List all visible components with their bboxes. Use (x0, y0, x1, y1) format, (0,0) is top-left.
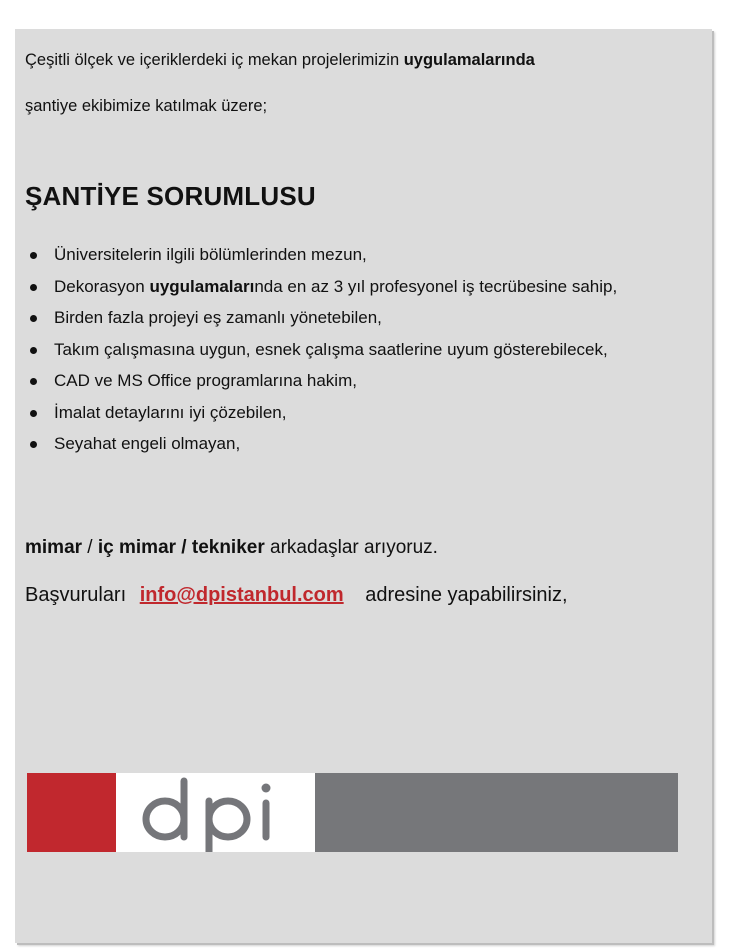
bullet-icon (30, 378, 37, 385)
requirement-text-bold: uygulamaları (149, 276, 255, 296)
job-posting-sheet (15, 29, 712, 943)
roles-sentence (25, 537, 438, 559)
requirement-item (25, 271, 617, 303)
bullet-icon (30, 441, 37, 448)
intro-line-1-bold: uygulamalarında (403, 51, 535, 69)
intro-line-1 (25, 51, 535, 70)
requirement-item (25, 302, 617, 334)
bullet-icon (30, 347, 37, 354)
bullet-icon (30, 284, 37, 291)
requirement-text: Takım çalışmasına uygun, esnek çalışma saatlerine uyum gösterebilecek, (54, 339, 608, 359)
requirement-text: Üniversitelerin ilgili bölümlerinden mezun, (54, 245, 367, 264)
dpi-logo-banner (27, 773, 678, 852)
requirement-text: Seyahat engeli olmayan, (54, 434, 241, 453)
intro-line-1-text: Çeşitli ölçek ve içeriklerdeki iç mekan projelerimizin (25, 51, 404, 69)
requirement-text-pre: Dekorasyon (54, 276, 150, 296)
bullet-icon (30, 315, 37, 322)
job-title-heading: ŞANTİYE SORUMLUSU (25, 181, 316, 211)
requirement-text: CAD ve MS Office programlarına hakim, (54, 371, 357, 390)
apply-suffix: adresine yapabilirsiniz, (365, 584, 568, 606)
requirement-text: Birden fazla projeyi eş zamanlı yönetebilen, (54, 308, 382, 327)
requirement-text-post: nda en az 3 yıl profesyonel iş tecrübesine sahip, (254, 276, 618, 296)
requirement-item (25, 239, 617, 271)
logo-gray-block (315, 773, 678, 852)
role-architect: mimar (25, 537, 83, 558)
requirement-item (25, 334, 617, 366)
roles-rest: arkadaşlar arıyoruz. (264, 537, 438, 558)
role-separator: / (82, 537, 98, 558)
requirement-item (25, 365, 617, 397)
email-link[interactable]: info@dpistanbul.com (139, 584, 344, 606)
role-interior-technician: iç mimar / tekniker (97, 537, 265, 558)
intro-line-2: şantiye ekibimize katılmak üzere; (25, 97, 268, 115)
bullet-icon (30, 252, 37, 259)
logo-red-block (27, 773, 116, 852)
requirement-item (25, 397, 617, 429)
logo-white-block (116, 773, 315, 852)
dpi-logo (116, 773, 315, 852)
application-sentence (25, 584, 568, 607)
apply-prefix: Başvuruları (25, 584, 127, 606)
requirement-item (25, 428, 617, 460)
bullet-icon (30, 410, 37, 417)
requirement-text: İmalat detaylarını iyi çözebilen, (54, 402, 287, 422)
requirements-list (25, 239, 617, 460)
